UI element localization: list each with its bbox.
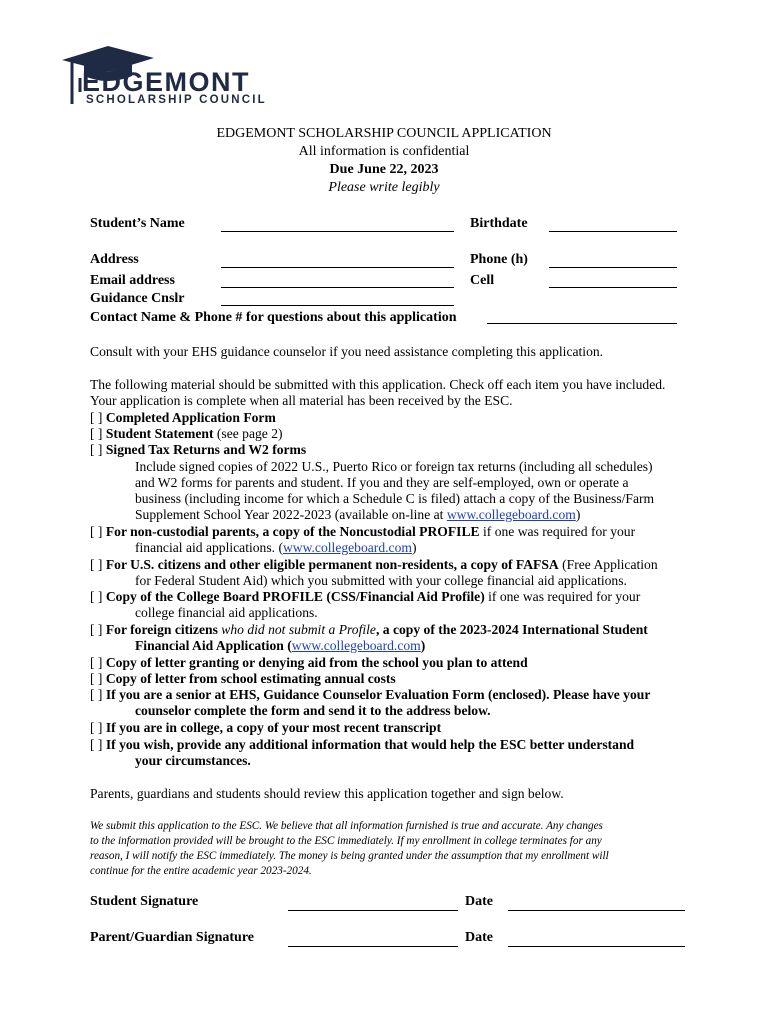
email-field[interactable]	[221, 287, 454, 288]
phone-field[interactable]	[549, 267, 677, 268]
checkbox[interactable]: [ ]	[90, 557, 103, 572]
page-title: EDGEMONT SCHOLARSHIP COUNCIL APPLICATION	[216, 126, 552, 141]
checklist-detail: Supplement School Year 2022-2023 (available on-line at www.collegeboard.com)	[135, 507, 581, 522]
checklist-item[interactable]: [ ] For U.S. citizens and other eligible permanent non-residents, a copy of FAFSA (Free Application	[90, 557, 658, 572]
cell-label: Cell	[470, 273, 495, 288]
parent-signature-field[interactable]	[288, 946, 458, 947]
contact-field[interactable]	[487, 323, 677, 324]
checklist-detail: counselor complete the form and send it to the address below.	[135, 703, 491, 718]
email-label: Email address	[90, 273, 175, 288]
contact-label: Contact Name & Phone # for questions about this application	[90, 310, 457, 325]
due-date: Due June 22, 2023	[329, 162, 439, 177]
address-field[interactable]	[221, 267, 454, 268]
student-date-field[interactable]	[508, 910, 685, 911]
consult-text: Consult with your EHS guidance counselor if you need assistance completing this application.	[90, 344, 604, 359]
statement-line: We submit this application to the ESC. We believe that all information furnished is true and accurate. Any changes	[90, 820, 603, 832]
checkbox[interactable]: [ ]	[90, 720, 103, 735]
checklist-detail: business (including income for which a Schedule C is filed) attach a copy of the Business/Farm	[135, 491, 655, 506]
statement-line: to the information provided will be brought to the ESC immediately. If my enrollment in college terminates for any	[90, 835, 602, 847]
checkbox[interactable]: [ ]	[90, 589, 103, 604]
checkbox[interactable]: [ ]	[90, 524, 103, 539]
intro-line-2: Your application is complete when all material has been received by the ESC.	[90, 393, 513, 408]
address-label: Address	[90, 252, 139, 267]
birthdate-field[interactable]	[549, 231, 677, 232]
collegeboard-link[interactable]: www.collegeboard.com	[446, 507, 576, 522]
intro-line-1: The following material should be submitted with this application. Check off each item you have included.	[90, 377, 666, 392]
checkbox[interactable]: [ ]	[90, 655, 103, 670]
checklist-item[interactable]: [ ] Copy of letter from school estimating annual costs	[90, 671, 396, 686]
esc-logo	[62, 44, 326, 110]
cell-field[interactable]	[549, 287, 677, 288]
phone-label: Phone (h)	[470, 252, 528, 267]
checkbox[interactable]: [ ]	[90, 687, 103, 702]
parent-date-field[interactable]	[508, 946, 685, 947]
parent-signature-label: Parent/Guardian Signature	[90, 930, 255, 945]
checklist-item[interactable]: [ ] If you wish, provide any additional information that would help the ESC better understand	[90, 737, 635, 752]
parent-date-label: Date	[465, 930, 493, 945]
checkbox[interactable]: [ ]	[90, 622, 103, 637]
checkbox[interactable]: [ ]	[90, 426, 103, 441]
checklist-detail: financial aid applications. (www.collegeboard.com)	[135, 540, 417, 555]
parents-note: Parents, guardians and students should review this application together and sign below.	[90, 786, 564, 801]
checklist-item[interactable]: [ ] Signed Tax Returns and W2 forms	[90, 442, 307, 457]
collegeboard-link[interactable]: www.collegeboard.com	[282, 540, 412, 555]
statement-line: reason, I will notify the ESC immediately. The money is being granted under the assumption that my enrollment will	[90, 850, 609, 862]
checklist-detail: for Federal Student Aid) which you submitted with your college financial aid applications.	[135, 573, 627, 588]
checklist-detail: and W2 forms for parents and student. If you and they are self-employed, own or operate a	[135, 475, 629, 490]
checkbox[interactable]: [ ]	[90, 671, 103, 686]
student-signature-label: Student Signature	[90, 894, 199, 909]
checklist-item[interactable]: [ ] If you are a senior at EHS, Guidance Counselor Evaluation Form (enclosed). Please have your	[90, 687, 651, 702]
collegeboard-link[interactable]: www.collegeboard.com	[291, 638, 421, 653]
legibly-note: Please write legibly	[328, 180, 440, 195]
student-name-field[interactable]	[221, 231, 454, 232]
student-date-label: Date	[465, 894, 493, 909]
checklist-item[interactable]: [ ] Copy of letter granting or denying aid from the school you plan to attend	[90, 655, 528, 670]
birthdate-label: Birthdate	[470, 216, 528, 231]
logo-subtitle: SCHOLARSHIP COUNCIL	[86, 94, 267, 106]
checklist-detail: Include signed copies of 2022 U.S., Puerto Rico or foreign tax returns (including all schedules)	[135, 459, 653, 474]
checklist-item[interactable]: [ ] Student Statement (see page 2)	[90, 426, 283, 441]
checklist-item[interactable]: [ ] For non-custodial parents, a copy of the Noncustodial PROFILE if one was required for your	[90, 524, 636, 539]
checklist-item[interactable]: [ ] If you are in college, a copy of your most recent transcript	[90, 720, 442, 735]
confidential-note: All information is confidential	[298, 144, 470, 159]
checklist-detail: college financial aid applications.	[135, 605, 318, 620]
checkbox[interactable]: [ ]	[90, 737, 103, 752]
student-signature-field[interactable]	[288, 910, 458, 911]
student-name-label: Student’s Name	[90, 216, 185, 231]
checkbox[interactable]: [ ]	[90, 442, 103, 457]
checklist-item[interactable]: [ ] For foreign citizens who did not submit a Profile, a copy of the 2023-2024 International Student	[90, 622, 648, 637]
checklist-item[interactable]: [ ] Completed Application Form	[90, 410, 276, 425]
checkbox[interactable]: [ ]	[90, 410, 103, 425]
guidance-field[interactable]	[221, 305, 454, 306]
logo-title: EDGEMONT	[82, 67, 251, 97]
checklist-item[interactable]: [ ] Copy of the College Board PROFILE (CSS/Financial Aid Profile) if one was required for your	[90, 589, 641, 604]
checklist-detail: Financial Aid Application (www.collegeboard.com)	[135, 638, 426, 653]
checklist-detail: your circumstances.	[135, 753, 251, 768]
guidance-label: Guidance Cnslr	[90, 291, 185, 306]
statement-line: continue for the entire academic year 2023-2024.	[90, 865, 312, 877]
